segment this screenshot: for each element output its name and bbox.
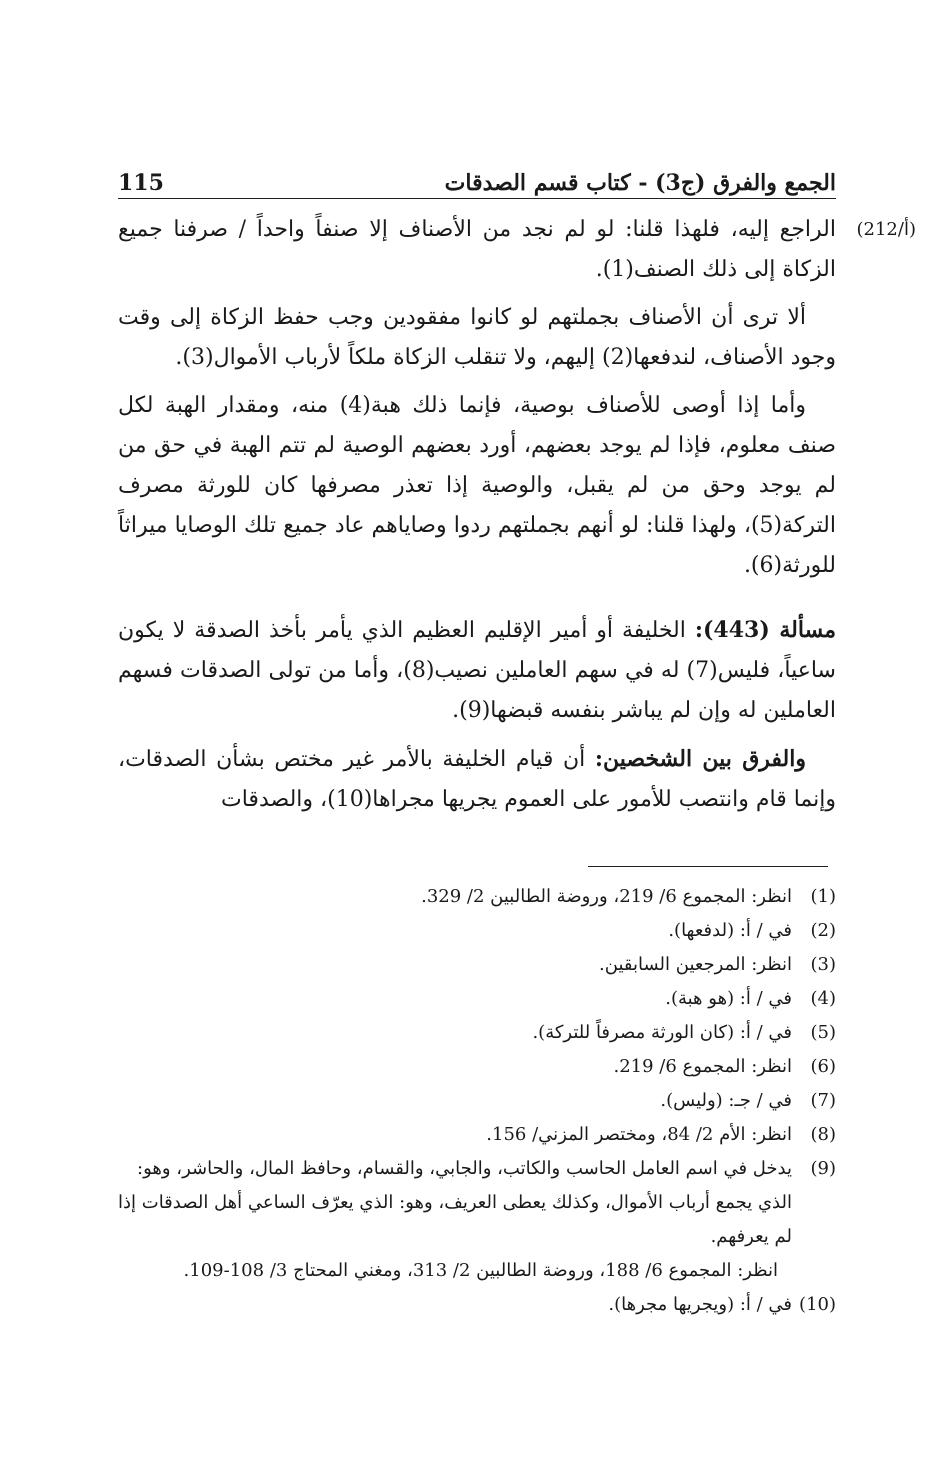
footnote-text: في / أ: (كان الورثة مصرفاً للتركة). [532, 1022, 792, 1043]
footnote-6 [118, 1050, 836, 1084]
footnote-3 [118, 948, 836, 982]
footnote-text: انظر: المرجعين السابقين. [599, 954, 792, 975]
masala-paragraph [118, 610, 836, 731]
footnote-rule [588, 866, 828, 867]
main-text [118, 210, 916, 828]
margin-folio-note: (212/أ) [856, 219, 916, 240]
footnote-5 [118, 1016, 836, 1050]
footnote-text: يدخل في اسم العامل الحاسب والكاتب، والجابي، والقسام، وحافظ المال، والحاشر، وهو: الذي يجمع أرباب الأموال، وكذلك يعطى العريف، وهو: الذي يعرّف الساعي أهل الصدقات إذا لم يعرفهم. [118, 1158, 792, 1247]
footnotes [118, 880, 836, 1322]
footnote-number: (9) [810, 1158, 836, 1179]
footnote-text: في / أ: (ويجريها مجرها). [608, 1294, 792, 1315]
footnote-text: انظر: المجموع 6/ 219. [613, 1056, 792, 1077]
footnote-number: (1) [810, 886, 836, 907]
footnote-10 [118, 1288, 836, 1322]
footnote-number: (8) [810, 1124, 836, 1145]
footnote-text: انظر: المجموع 6/ 219، وروضة الطالبين 2/ 329. [421, 886, 792, 907]
footnote-number: (5) [810, 1022, 836, 1043]
header-rule [118, 198, 836, 199]
footnote-text-block [118, 1152, 792, 1288]
farq-label: والفرق بين الشخصين: [594, 746, 806, 772]
paragraph-3: وأما إذا أوصى للأصناف بوصية، فإنما ذلك هبة(4) منه، ومقدار الهبة لكل صنف معلوم، فإذا لم يوجد بعضهم، أورد بعضهم الوصية لم تتم الهبة في حق من لم يوجد وحق من لم يقبل، والوصية إذا تعذر مصرفها كان للورثة مصرف التركة(5)، ولهذا قلنا: لو أنهم بجملتهم ردوا وصاياهم عاد جميع تلك الوصايا ميراثاً للورثة(6). [118, 393, 836, 578]
footnote-8 [118, 1118, 836, 1152]
farq-paragraph [118, 739, 836, 820]
section-gap [118, 594, 836, 610]
running-header [118, 152, 836, 196]
paragraph-1-text: الراجع إليه، فلهذا قلنا: لو لم نجد من الأصناف إلا صنفاً واحداً / صرفنا جميع الزكاة إلى ذلك الصنف(1). [118, 217, 836, 282]
footnote-text: في / أ: (لدفعها). [668, 920, 792, 941]
footnote-9 [118, 1152, 836, 1288]
footnote-number: (6) [810, 1056, 836, 1077]
footnote-text: في / أ: (هو هبة). [665, 988, 792, 1009]
footnote-text: في / جـ: (وليس). [660, 1090, 792, 1111]
footnote-4 [118, 982, 836, 1016]
footnote-2 [118, 914, 836, 948]
footnote-number: (3) [810, 954, 836, 975]
footnote-number: (10) [799, 1294, 836, 1315]
masala-label: مسألة (443): [694, 617, 837, 643]
footnote-text: انظر: الأم 2/ 84، ومختصر المزني/ 156. [486, 1124, 792, 1145]
footnote-number: (4) [810, 988, 836, 1009]
footnote-reference: انظر: المجموع 6/ 188، وروضة الطالبين 2/ 313، ومغني المحتاج 3/ 108-109. [183, 1260, 778, 1281]
paragraph-2: ألا ترى أن الأصناف بجملتهم لو كانوا مفقودين وجب حفظ الزكاة إلى وقت وجود الأصناف، لندفعها(2) إليهم، ولا تنقلب الزكاة ملكاً لأرباب الأموال(3). [118, 305, 836, 370]
footnote-7 [118, 1084, 836, 1118]
masala-text: الخليفة أو أمير الإقليم العظيم الذي يأمر بأخذ الصدقة لا يكون ساعياً، فليس(7) له في سهم العاملين نصيب(8)، وأما من تولى الصدقات فسهم العاملين له وإن لم يباشر بنفسه قبضها(9). [118, 618, 836, 723]
page-number: 115 [118, 170, 164, 196]
farq-text: أن قيام الخليفة بالأمر غير مختص بشأن الصدقات، وإنما قام وانتصب للأمور على العموم يجريها مجراها(10)، والصدقات [118, 747, 836, 812]
running-title: الجمع والفرق (ج3) - كتاب قسم الصدقات [444, 170, 836, 196]
paragraph-1 [118, 210, 916, 290]
footnote-1 [118, 880, 836, 914]
footnote-number: (7) [810, 1090, 836, 1111]
footnote-number: (2) [810, 920, 836, 941]
